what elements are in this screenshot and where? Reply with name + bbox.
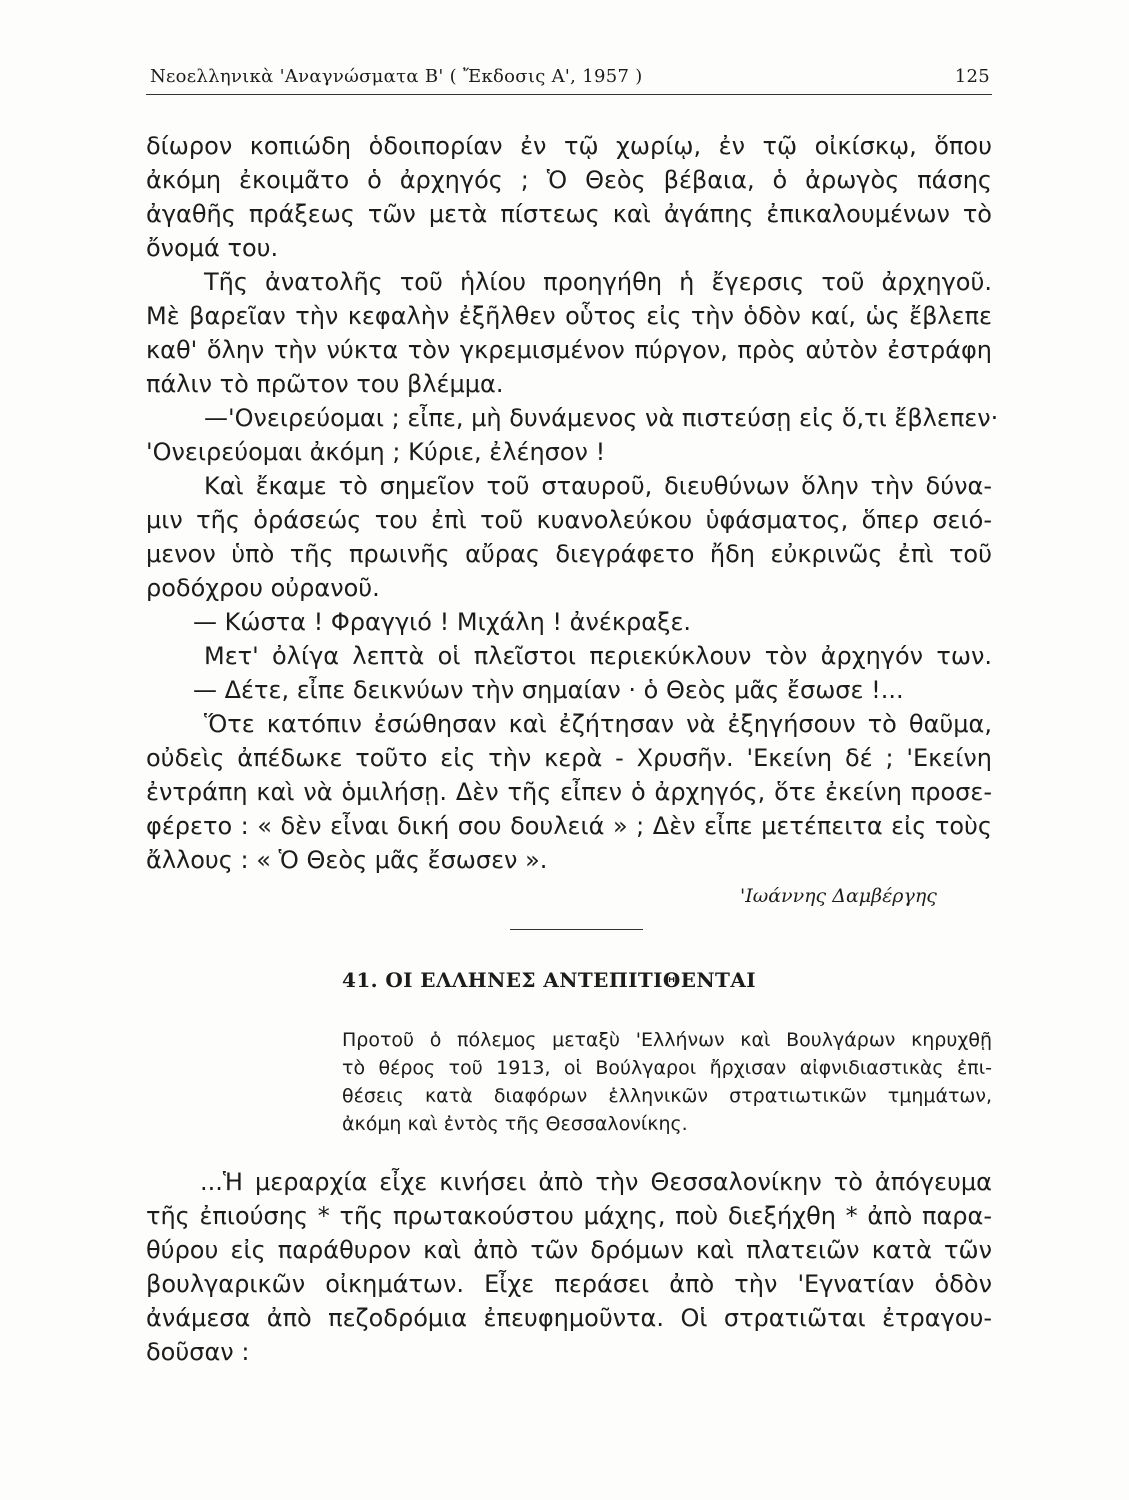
text-line: θύρου εἰς παράθυρον καὶ ἀπὸ τῶν δρόμων καὶ πλατειῶν κατὰ τῶν: [146, 1236, 992, 1264]
text-line: ἀνάμεσα ἀπὸ πεζοδρόμια ἐπευφημοῦντα. Οἱ στρατιῶται ἐτραγου-: [146, 1304, 992, 1332]
text-line: ἄλλους : « Ὁ Θεὸς μᾶς ἔσωσεν ».: [146, 846, 548, 874]
text-line: Τῆς ἀνατολῆς τοῦ ἡλίου προηγήθη ἡ ἔγερσις τοῦ ἀρχηγοῦ.: [204, 268, 992, 296]
section-title: 41. ΟΙ ΕΛΛΗΝΕΣ ΑΝΤΕΠΙΤΙΘΕΝΤΑΙ: [342, 968, 757, 992]
text-line: βουλγαρικῶν οἰκημάτων. Εἶχε περάσει ἀπὸ τὴν 'Εγνατίαν ὁδὸν: [146, 1270, 992, 1298]
text-line: ἀκόμη ἐκοιμᾶτο ὁ ἀρχηγός ; Ὁ Θεὸς βέβαια, ὁ ἀρωγὸς πάσης: [146, 166, 992, 194]
summary-line: τὸ θέρος τοῦ 1913, οἱ Βούλγαροι ἤρχισαν αἰφνιδιαστικὰς ἐπι-: [342, 1057, 992, 1079]
text-line: πάλιν τὸ πρῶτον του βλέμμα.: [146, 370, 504, 398]
text-line: — Κώστα ! Φραγγιό ! Μιχάλη ! ἀνέκραξε.: [193, 608, 692, 636]
text-line: Μὲ βαρεῖαν τὴν κεφαλὴν ἐξῆλθεν οὗτος εἰς τὴν ὁδὸν καί, ὡς ἔβλεπε: [146, 302, 992, 330]
summary-line: θέσεις κατὰ διαφόρων ἑλληνικῶν στρατιωτικῶν τμημάτων,: [342, 1085, 992, 1107]
text-line: —'Ονειρεύομαι ; εἶπε, μὴ δυνάμενος νὰ πιστεύσῃ εἰς ὅ,τι ἔβλεπεν·: [204, 404, 999, 432]
text-line: Ὅτε κατόπιν ἐσώθησαν καὶ ἐζήτησαν νὰ ἐξηγήσουν τὸ θαῦμα,: [204, 710, 992, 738]
text-line: μιν τῆς ὁράσεώς του ἐπὶ τοῦ κυανολεύκου ὑφάσματος, ὅπερ σειό-: [146, 506, 992, 534]
text-line: οὐδεὶς ἀπέδωκε τοῦτο εἰς τὴν κερὰ - Χρυσῆν. 'Εκείνη δέ ; 'Εκείνη: [146, 744, 992, 772]
page-number: 125: [954, 66, 990, 87]
page-header: [146, 64, 992, 95]
text-line: ἐντράπη καὶ νὰ ὁμιλήσῃ. Δὲν τῆς εἶπεν ὁ ἀρχηγός, ὅτε ἐκείνη προσε-: [146, 778, 992, 806]
text-line: 'Ονειρεύομαι ἀκόμη ; Κύριε, ἐλέησον !: [146, 438, 606, 466]
text-line: ὄνομά του.: [146, 234, 279, 262]
text-line: τῆς ἐπιούσης * τῆς πρωτακούστου μάχης, ποὺ διεξήχθη * ἀπὸ παρα-: [146, 1202, 992, 1230]
summary-line: Προτοῦ ὁ πόλεμος μεταξὺ 'Ελλήνων καὶ Βουλγάρων κηρυχθῇ: [342, 1029, 992, 1051]
section-divider: [510, 929, 643, 930]
text-line: δίωρον κοπιώδη ὁδοιπορίαν ἐν τῷ χωρίῳ, ἐν τῷ οἰκίσκῳ, ὅπου: [146, 132, 992, 160]
text-line: Μετ' ὀλίγα λεπτὰ οἱ πλεῖστοι περιεκύκλουν τὸν ἀρχηγόν των.: [204, 642, 992, 670]
text-line: μενον ὑπὸ τῆς πρωινῆς αὔρας διεγράφετο ἤδη εὐκρινῶς ἐπὶ τοῦ: [146, 540, 992, 568]
text-line: ἀγαθῆς πράξεως τῶν μετὰ πίστεως καὶ ἀγάπης ἐπικαλουμένων τὸ: [146, 200, 992, 228]
text-line: ...Ἡ μεραρχία εἶχε κινήσει ἀπὸ τὴν Θεσσαλονίκην τὸ ἀπόγευμα: [200, 1168, 992, 1196]
text-line: Καὶ ἔκαμε τὸ σημεῖον τοῦ σταυροῦ, διευθύνων ὅλην τὴν δύνα-: [204, 472, 992, 500]
text-line: δοῦσαν :: [146, 1338, 250, 1366]
author-signature: 'Ιωάννης Δαμβέργης: [740, 885, 937, 907]
text-line: ροδόχρου οὐρανοῦ.: [146, 574, 380, 602]
text-line: — Δέτε, εἶπε δεικνύων τὴν σημαίαν · ὁ Θεὸς μᾶς ἔσωσε !...: [193, 676, 904, 704]
summary-line: ἀκόμη καὶ ἐντὸς τῆς Θεσσαλονίκης.: [342, 1113, 688, 1135]
text-line: καθ' ὅλην τὴν νύκτα τὸν γκρεμισμένον πύργον, πρὸς αὐτὸν ἐστράφη: [146, 336, 992, 364]
book-title: Νεοελληνικὰ 'Αναγνώσματα Β' ( Ἔκδοσις Α', 1957 ): [150, 66, 643, 87]
text-line: φέρετο : « δὲν εἶναι δική σου δουλειά » ; Δὲν εἶπε μετέπειτα εἰς τοὺς: [146, 812, 992, 840]
